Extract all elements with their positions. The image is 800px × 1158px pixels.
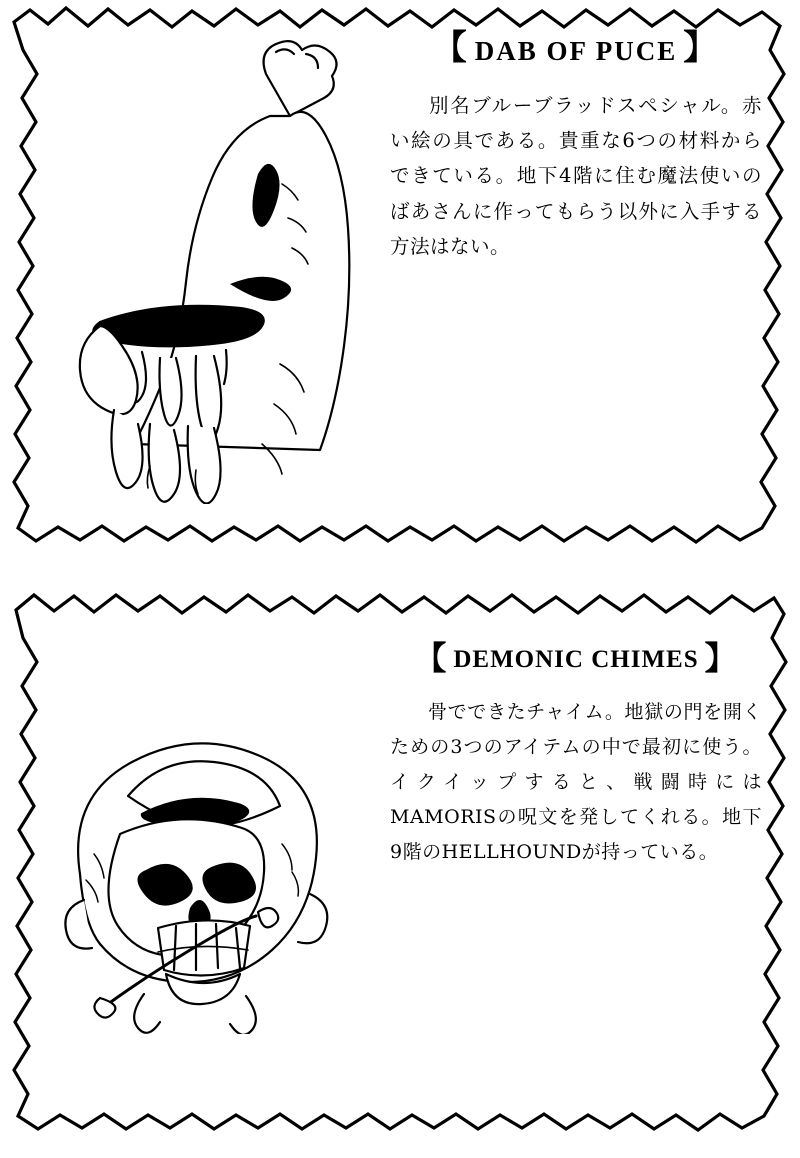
item-description-dab-of-puce: 別名ブルーブラッドスペシャル。赤い絵の具である。貴重な6つの材料からできている。地下4階に住む魔法使いのばあさんに作ってもらう以外に入手する方法はない。 xyxy=(390,93,762,259)
text-column-dab-of-puce xyxy=(390,30,762,284)
bracket-right-icon: 】 xyxy=(683,30,720,67)
item-entry-dab-of-puce xyxy=(0,0,800,560)
item-title-text: DEMONIC CHIMES xyxy=(453,646,699,673)
item-entry-demonic-chimes xyxy=(0,586,800,1146)
item-title-demonic-chimes xyxy=(390,640,762,676)
item-title-text: DAB OF PUCE xyxy=(474,35,678,66)
bracket-left-icon: 【 xyxy=(414,640,448,676)
bracket-right-icon: 】 xyxy=(704,640,738,676)
text-column-demonic-chimes xyxy=(390,640,762,889)
item-title-dab-of-puce xyxy=(390,30,762,68)
illustration-dab-of-puce xyxy=(30,34,370,504)
bracket-left-icon: 【 xyxy=(432,30,469,67)
item-description-demonic-chimes: 骨でできたチャイム。地獄の門を開くための3つのアイテムの中で最初に使う。イクイップすると、戦闘時にはMAMORISの呪文を発してくれる。地下9階のHELLHOUNDが持っている。 xyxy=(390,701,762,863)
illustration-demonic-chimes xyxy=(24,704,374,1034)
